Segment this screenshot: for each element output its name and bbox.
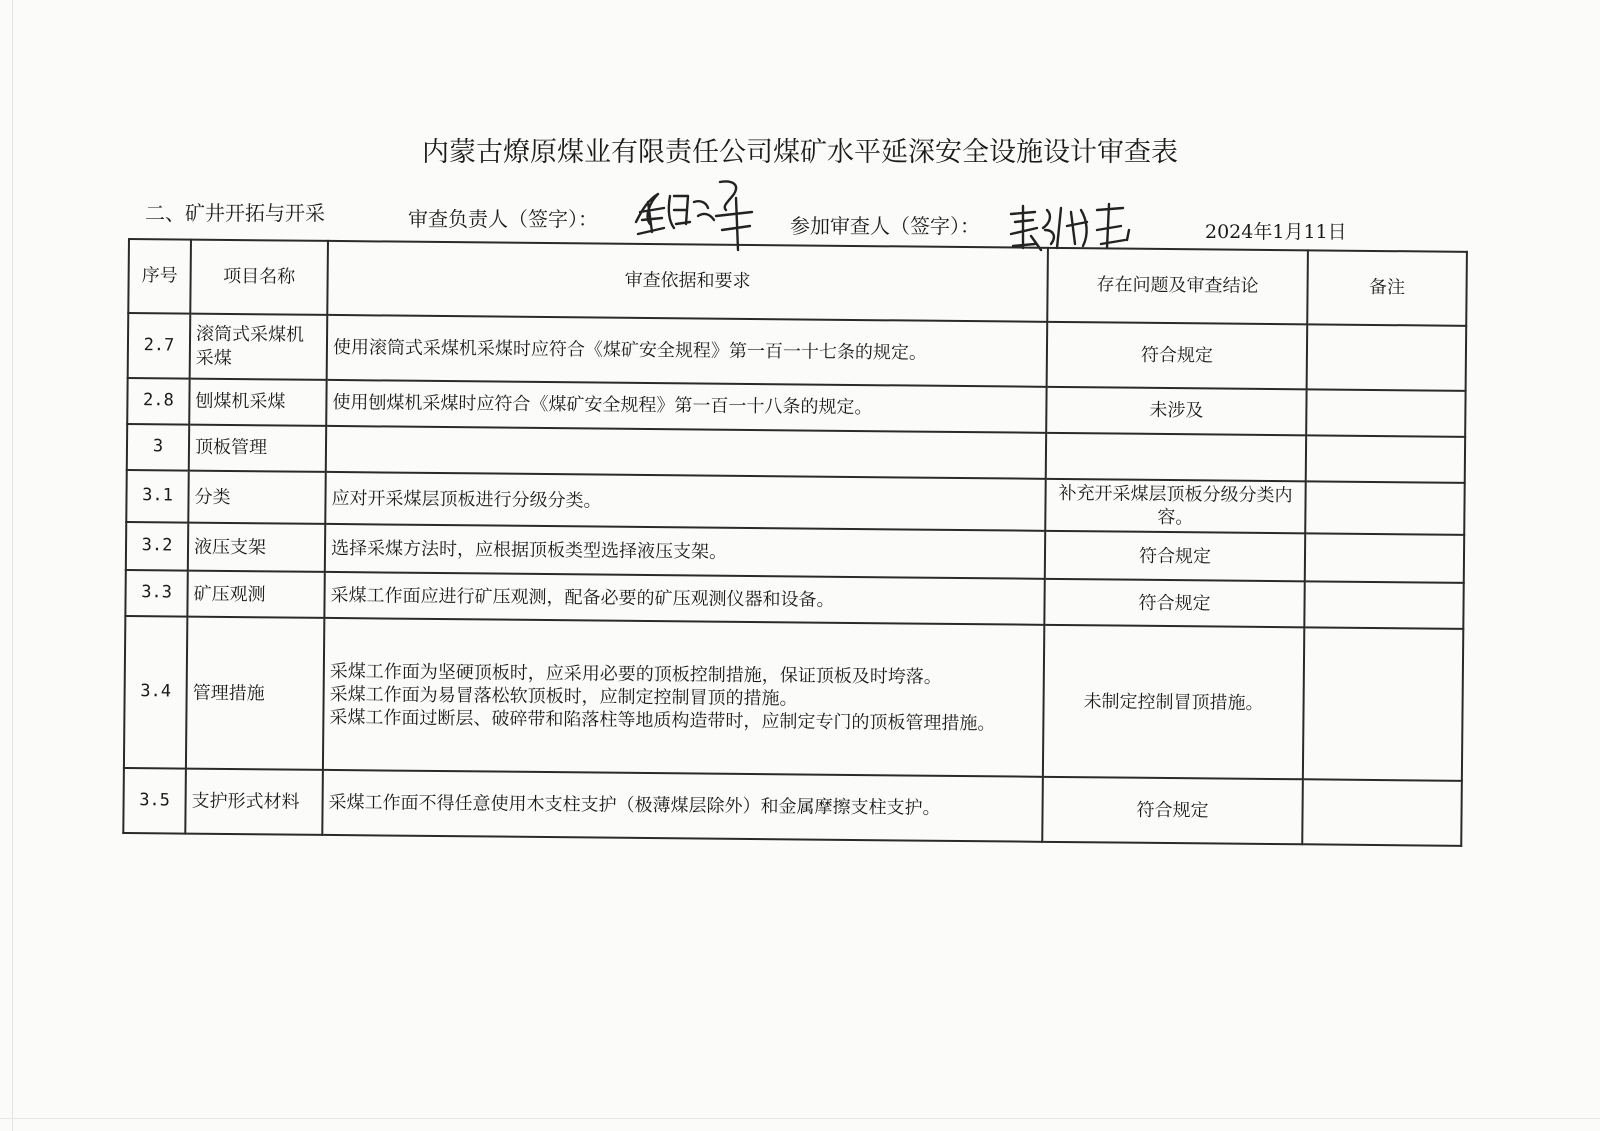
requirement-line: 使用滚筒式采煤机采煤时应符合《煤矿安全规程》第一百一十七条的规定。 [332, 336, 928, 364]
row-result: 未制定控制冒顶措施。 [1043, 625, 1304, 779]
row-result: 符合规定 [1047, 322, 1308, 389]
row-no: 2.8 [127, 378, 189, 425]
participant-label: 参加审查人（签字）： [790, 214, 980, 238]
reviewer-signature [628, 172, 763, 254]
table-header-row [128, 239, 1467, 326]
table-row [123, 768, 1462, 846]
header-result: 存在问题及审查结论 [1047, 248, 1308, 324]
row-requirement [324, 572, 1044, 625]
row-item: 顶板管理 [189, 425, 326, 472]
header-requirement: 审查依据和要求 [327, 241, 1048, 322]
requirement-line: 采煤工作面为易冒落松软顶板时，应制定控制冒顶的措施。 [329, 683, 798, 709]
row-result: 符合规定 [1045, 531, 1305, 581]
requirement-line [332, 449, 1040, 456]
row-result [1046, 433, 1306, 481]
scan-edge [0, 1118, 1600, 1119]
row-item: 分类 [188, 471, 325, 524]
row-requirement [322, 770, 1043, 842]
row-remark [1305, 533, 1464, 583]
scan-edge [12, 0, 13, 1131]
row-item: 矿压观测 [187, 571, 324, 618]
row-result: 未涉及 [1046, 387, 1306, 435]
section-label: 二、矿井开拓与开采 [145, 201, 325, 225]
row-requirement [325, 472, 1045, 531]
row-no: 3.3 [125, 570, 187, 617]
row-requirement [326, 380, 1046, 433]
row-result: 符合规定 [1042, 777, 1303, 844]
reviewer-label: 审查负责人（签字）： [408, 207, 598, 231]
header-no: 序号 [128, 239, 191, 314]
row-result: 补充开采煤层顶板分级分类内容。 [1045, 479, 1305, 534]
row-no: 3.5 [123, 768, 186, 834]
row-requirement [325, 524, 1045, 579]
row-item: 刨煤机采煤 [189, 379, 326, 426]
row-item: 液压支架 [188, 523, 325, 572]
row-remark [1307, 324, 1467, 391]
requirement-line: 采煤工作面应进行矿压观测，配备必要的矿压观测仪器和设备。 [330, 584, 835, 611]
row-item: 管理措施 [186, 617, 324, 770]
row-remark [1304, 581, 1463, 629]
row-requirement [323, 618, 1044, 777]
row-requirement [326, 426, 1046, 479]
row-remark [1306, 435, 1465, 483]
review-table [122, 238, 1468, 847]
requirement-line: 采煤工作面过断层、破碎带和陷落柱等地质构造带时，应制定专门的顶板管理措施。 [329, 706, 996, 734]
requirement-line: 采煤工作面不得任意使用木支柱支护（极薄煤层除外）和金属摩擦支柱支护。 [328, 791, 941, 819]
row-item: 滚筒式采煤机采煤 [190, 314, 328, 380]
requirement-line: 使用刨煤机采煤时应符合《煤矿安全规程》第一百一十八条的规定。 [332, 392, 873, 419]
row-no: 2.7 [128, 313, 191, 379]
row-no: 3 [127, 424, 189, 471]
review-table-container [122, 238, 1466, 879]
row-item: 支护形式材料 [185, 769, 323, 835]
header-remark: 备注 [1307, 250, 1467, 326]
requirement-line: 选择采煤方法时，应根据顶板类型选择液压支架。 [330, 537, 728, 563]
table-row [124, 616, 1463, 781]
document-title: 内蒙古燎原煤业有限责任公司煤矿水平延深安全设施设计审查表 [422, 137, 1178, 168]
row-no: 3.4 [124, 616, 187, 769]
row-requirement [327, 315, 1048, 387]
row-remark [1305, 481, 1464, 535]
requirement-line: 应对开采煤层顶板进行分级分类。 [331, 487, 602, 512]
header-item: 项目名称 [190, 240, 328, 315]
row-no: 3.1 [126, 470, 188, 523]
row-remark [1303, 627, 1463, 781]
requirement-line: 采煤工作面为坚硬顶板时，应采用必要的顶板控制措施，保证顶板及时垮落。 [329, 660, 942, 688]
row-result: 符合规定 [1044, 579, 1304, 627]
row-remark [1302, 779, 1462, 846]
review-date: 2024年1月11日 [1205, 221, 1347, 243]
row-no: 3.2 [126, 522, 188, 571]
row-remark [1306, 389, 1465, 437]
